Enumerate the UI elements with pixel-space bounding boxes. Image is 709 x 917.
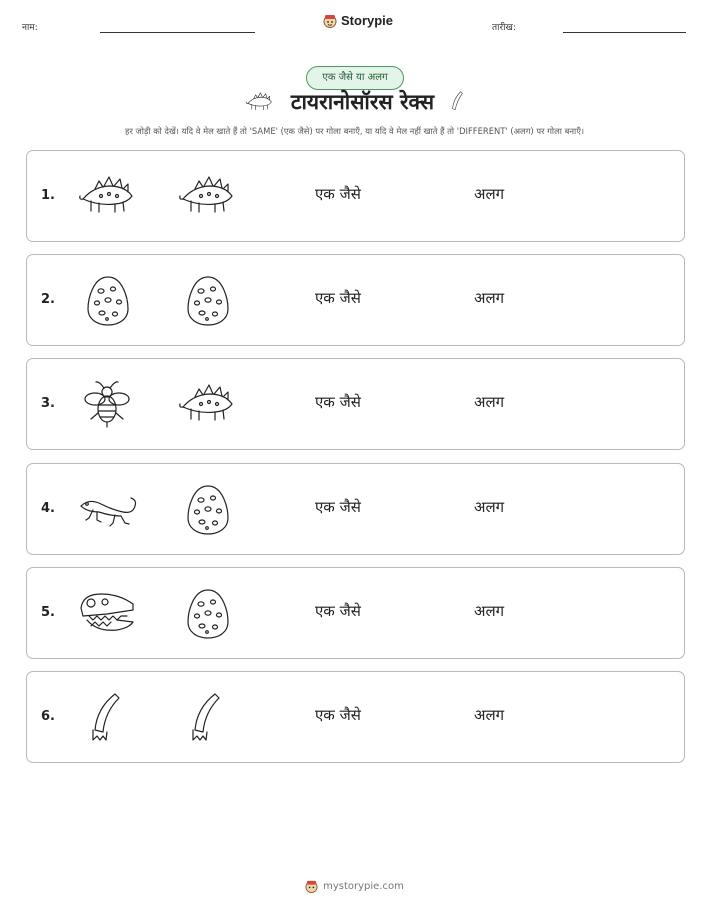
egg-icon [177, 273, 239, 327]
name-label: नाम: [22, 23, 38, 33]
question-card [26, 567, 685, 659]
egg-icon [177, 586, 239, 640]
option-different[interactable]: अलग [474, 706, 505, 724]
right-picture [177, 273, 239, 327]
date-label: तारीख: [492, 23, 516, 33]
stegosaurus-icon [177, 377, 239, 431]
footer [0, 880, 709, 893]
egg-icon [77, 273, 139, 327]
question-card [26, 463, 685, 555]
instructions: हर जोड़ी को देखें। यदि वे मेल खाते हैं तो 'SAME' (एक जैसे) पर गोला बनाएँ, या यदि वे मेल नहीं खाते हैं तो 'DIFFERENT' (अलग) पर गोला बनाएँ। [125, 126, 584, 136]
question-card [26, 358, 685, 450]
question-number: 4. [41, 500, 55, 516]
left-picture [77, 273, 139, 327]
brand-logo [323, 13, 393, 28]
option-same[interactable]: एक जैसे [315, 706, 361, 724]
question-number: 1. [41, 188, 55, 203]
trex-skull-icon [77, 586, 139, 640]
egg-icon [177, 482, 239, 536]
stegosaurus-icon [243, 89, 277, 115]
claw-icon [77, 690, 139, 744]
topic-badge: एक जैसे या अलग [306, 66, 404, 90]
question-number: 2. [41, 292, 55, 308]
storypie-mascot-icon [323, 14, 337, 28]
left-picture [77, 377, 139, 431]
option-different[interactable]: अलग [474, 601, 505, 620]
left-picture [77, 586, 139, 640]
left-picture [77, 169, 139, 223]
right-picture [177, 690, 239, 744]
right-picture [177, 169, 239, 223]
option-same[interactable]: एक जैसे [315, 185, 361, 203]
right-picture [177, 377, 239, 431]
question-number: 5. [41, 604, 55, 620]
option-same[interactable]: एक जैसे [315, 497, 361, 516]
claw-icon [448, 89, 466, 115]
option-different[interactable]: अलग [474, 497, 505, 516]
footer-url[interactable]: mystorypie.com [323, 881, 404, 892]
question-card [26, 254, 685, 346]
option-same[interactable]: एक जैसे [315, 289, 361, 308]
option-different[interactable]: अलग [474, 393, 505, 412]
question-number: 6. [41, 709, 55, 724]
lizard-icon [77, 482, 139, 536]
left-picture [77, 690, 139, 744]
right-picture [177, 586, 239, 640]
page-title: टायरानोसॉरस रेक्स [290, 90, 435, 114]
question-number: 3. [41, 396, 55, 412]
question-card [26, 150, 685, 242]
question-card [26, 671, 685, 763]
title-row [0, 88, 709, 116]
bee-icon [77, 377, 139, 431]
option-same[interactable]: एक जैसे [315, 393, 361, 412]
stegosaurus-icon [177, 169, 239, 223]
option-different[interactable]: अलग [474, 185, 505, 203]
option-same[interactable]: एक जैसे [315, 601, 361, 620]
date-field[interactable] [563, 32, 686, 33]
left-picture [77, 482, 139, 536]
claw-icon [177, 690, 239, 744]
right-picture [177, 482, 239, 536]
stegosaurus-icon [77, 169, 139, 223]
option-different[interactable]: अलग [474, 289, 505, 308]
storypie-mascot-icon [305, 880, 318, 893]
brand-name: Storypie [341, 13, 394, 28]
name-field[interactable] [100, 32, 255, 33]
